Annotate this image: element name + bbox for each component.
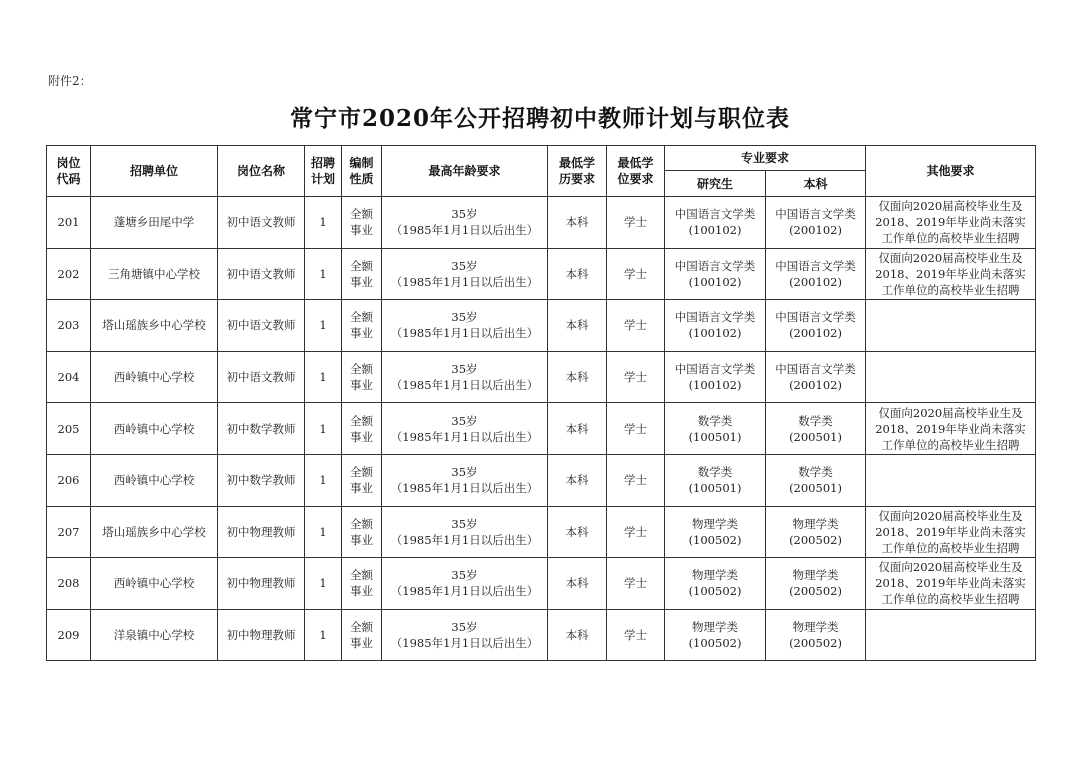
cell-code: 202 — [47, 248, 91, 300]
attachment-label: 附件2： — [48, 74, 92, 88]
header-unit: 招聘单位 — [91, 146, 218, 197]
cell-plan: 1 — [305, 351, 342, 403]
header-position: 岗位名称 — [218, 146, 305, 197]
cell-degree: 学士 — [607, 351, 665, 403]
cell-code: 208 — [47, 558, 91, 610]
cell-staffing: 全额 事业 — [342, 248, 382, 300]
table-row — [47, 351, 1036, 403]
cell-education: 本科 — [548, 609, 607, 661]
cell-other: 仅面向2020届高校毕业生及 2018、2019年毕业尚未落实 工作单位的高校毕业生招聘 — [866, 558, 1036, 610]
header-major-undergrad: 本科 — [766, 171, 866, 197]
cell-staffing: 全额 事业 — [342, 558, 382, 610]
cell-position: 初中物理教师 — [218, 558, 305, 610]
cell-education: 本科 — [548, 197, 607, 249]
page-title: 常宁市2020年公开招聘初中教师计划与职位表 — [289, 105, 790, 132]
cell-plan: 1 — [305, 558, 342, 610]
cell-position: 初中语文教师 — [218, 248, 305, 300]
cell-degree: 学士 — [607, 300, 665, 352]
cell-plan: 1 — [305, 454, 342, 506]
cell-major-grad: 物理学类 (100502) — [665, 506, 766, 558]
header-education: 最低学 历要求 — [548, 146, 607, 197]
cell-unit: 西岭镇中心学校 — [91, 454, 218, 506]
cell-education: 本科 — [548, 454, 607, 506]
cell-major-grad: 物理学类 (100502) — [665, 558, 766, 610]
cell-education: 本科 — [548, 248, 607, 300]
cell-position: 初中数学教师 — [218, 403, 305, 455]
cell-plan: 1 — [305, 506, 342, 558]
cell-code: 209 — [47, 609, 91, 661]
cell-education: 本科 — [548, 403, 607, 455]
cell-unit: 西岭镇中心学校 — [91, 403, 218, 455]
table-row — [47, 403, 1036, 455]
cell-age: 35岁 （1985年1月1日以后出生） — [382, 248, 548, 300]
cell-code: 203 — [47, 300, 91, 352]
cell-unit: 蓬塘乡田尾中学 — [91, 197, 218, 249]
cell-unit: 塔山瑶族乡中心学校 — [91, 300, 218, 352]
recruitment-table — [46, 145, 1036, 661]
cell-age: 35岁 （1985年1月1日以后出生） — [382, 197, 548, 249]
table-header-row — [47, 146, 1036, 171]
cell-other: 仅面向2020届高校毕业生及 2018、2019年毕业尚未落实 工作单位的高校毕业生招聘 — [866, 506, 1036, 558]
cell-degree: 学士 — [607, 248, 665, 300]
cell-major-undergrad: 中国语言文学类 (200102) — [766, 300, 866, 352]
cell-staffing: 全额 事业 — [342, 506, 382, 558]
cell-major-grad: 中国语言文学类 (100102) — [665, 351, 766, 403]
header-plan: 招聘 计划 — [305, 146, 342, 197]
cell-code: 205 — [47, 403, 91, 455]
cell-major-undergrad: 数学类 (200501) — [766, 454, 866, 506]
cell-degree: 学士 — [607, 403, 665, 455]
cell-education: 本科 — [548, 300, 607, 352]
cell-unit: 洋泉镇中心学校 — [91, 609, 218, 661]
cell-degree: 学士 — [607, 609, 665, 661]
cell-unit: 西岭镇中心学校 — [91, 351, 218, 403]
cell-major-undergrad: 物理学类 (200502) — [766, 609, 866, 661]
cell-other — [866, 609, 1036, 661]
cell-major-grad: 中国语言文学类 (100102) — [665, 248, 766, 300]
table-row — [47, 248, 1036, 300]
cell-code: 206 — [47, 454, 91, 506]
cell-staffing: 全额 事业 — [342, 351, 382, 403]
cell-age: 35岁 （1985年1月1日以后出生） — [382, 558, 548, 610]
cell-major-undergrad: 中国语言文学类 (200102) — [766, 197, 866, 249]
table-row — [47, 506, 1036, 558]
cell-major-undergrad: 物理学类 (200502) — [766, 558, 866, 610]
cell-position: 初中物理教师 — [218, 609, 305, 661]
cell-major-grad: 数学类 (100501) — [665, 454, 766, 506]
cell-code: 207 — [47, 506, 91, 558]
cell-age: 35岁 （1985年1月1日以后出生） — [382, 454, 548, 506]
header-major-group: 专业要求 — [665, 146, 866, 171]
cell-major-undergrad: 物理学类 (200502) — [766, 506, 866, 558]
header-degree: 最低学 位要求 — [607, 146, 665, 197]
header-other: 其他要求 — [866, 146, 1036, 197]
cell-age: 35岁 （1985年1月1日以后出生） — [382, 609, 548, 661]
cell-other — [866, 300, 1036, 352]
cell-position: 初中数学教师 — [218, 454, 305, 506]
cell-major-grad: 中国语言文学类 (100102) — [665, 300, 766, 352]
cell-major-grad: 数学类 (100501) — [665, 403, 766, 455]
cell-plan: 1 — [305, 197, 342, 249]
cell-other — [866, 351, 1036, 403]
cell-staffing: 全额 事业 — [342, 403, 382, 455]
cell-major-undergrad: 数学类 (200501) — [766, 403, 866, 455]
table-row — [47, 300, 1036, 352]
cell-major-undergrad: 中国语言文学类 (200102) — [766, 351, 866, 403]
cell-age: 35岁 （1985年1月1日以后出生） — [382, 403, 548, 455]
cell-other — [866, 454, 1036, 506]
cell-age: 35岁 （1985年1月1日以后出生） — [382, 506, 548, 558]
cell-degree: 学士 — [607, 506, 665, 558]
header-code: 岗位 代码 — [47, 146, 91, 197]
cell-plan: 1 — [305, 248, 342, 300]
cell-code: 204 — [47, 351, 91, 403]
cell-staffing: 全额 事业 — [342, 300, 382, 352]
cell-position: 初中语文教师 — [218, 300, 305, 352]
table-row — [47, 197, 1036, 249]
cell-other: 仅面向2020届高校毕业生及 2018、2019年毕业尚未落实 工作单位的高校毕业生招聘 — [866, 197, 1036, 249]
header-major-grad: 研究生 — [665, 171, 766, 197]
cell-unit: 西岭镇中心学校 — [91, 558, 218, 610]
cell-major-grad: 物理学类 (100502) — [665, 609, 766, 661]
cell-major-undergrad: 中国语言文学类 (200102) — [766, 248, 866, 300]
cell-age: 35岁 （1985年1月1日以后出生） — [382, 300, 548, 352]
cell-staffing: 全额 事业 — [342, 197, 382, 249]
cell-age: 35岁 （1985年1月1日以后出生） — [382, 351, 548, 403]
cell-staffing: 全额 事业 — [342, 609, 382, 661]
cell-education: 本科 — [548, 558, 607, 610]
cell-degree: 学士 — [607, 197, 665, 249]
cell-other: 仅面向2020届高校毕业生及 2018、2019年毕业尚未落实 工作单位的高校毕业生招聘 — [866, 248, 1036, 300]
cell-degree: 学士 — [607, 454, 665, 506]
cell-plan: 1 — [305, 300, 342, 352]
cell-degree: 学士 — [607, 558, 665, 610]
cell-unit: 三角塘镇中心学校 — [91, 248, 218, 300]
cell-unit: 塔山瑶族乡中心学校 — [91, 506, 218, 558]
cell-plan: 1 — [305, 403, 342, 455]
header-age: 最高年龄要求 — [382, 146, 548, 197]
table-row — [47, 454, 1036, 506]
cell-position: 初中语文教师 — [218, 197, 305, 249]
cell-major-grad: 中国语言文学类 (100102) — [665, 197, 766, 249]
table-row — [47, 558, 1036, 610]
cell-staffing: 全额 事业 — [342, 454, 382, 506]
cell-code: 201 — [47, 197, 91, 249]
cell-position: 初中语文教师 — [218, 351, 305, 403]
header-staffing: 编制 性质 — [342, 146, 382, 197]
cell-other: 仅面向2020届高校毕业生及 2018、2019年毕业尚未落实 工作单位的高校毕业生招聘 — [866, 403, 1036, 455]
table-row — [47, 609, 1036, 661]
cell-plan: 1 — [305, 609, 342, 661]
cell-education: 本科 — [548, 351, 607, 403]
cell-education: 本科 — [548, 506, 607, 558]
cell-position: 初中物理教师 — [218, 506, 305, 558]
